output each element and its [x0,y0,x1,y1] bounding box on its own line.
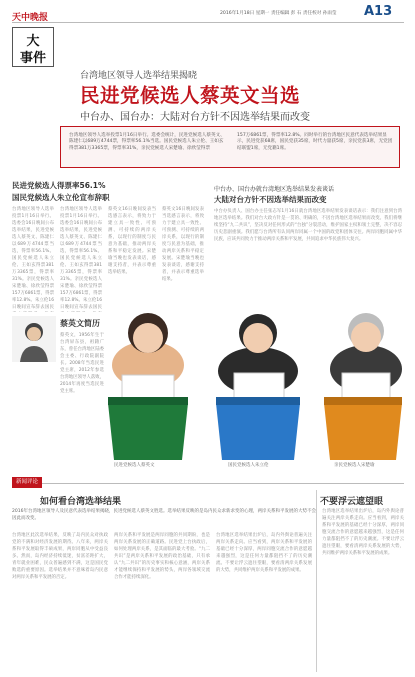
right-body: 中台办负责人、国台办主任张志军1月16日就台湾地区选举结果发表谈话表示：我们注意到台湾地区选举结果。我们对台大政方针是一贯的、明确的，不因台湾地区选举结果而改变。我们将继续坚持“九二共识”，坚决反对任何形式的“台独”分裂活动，维护国家主权和领土完整，决不容忍历史悲剧重演。我们愿与台湾所有认同两岸同属一个中国的政党和团体交往。两岸同胞同属中华民族，应该共同致力于推动两岸关系和平发展，共同追求中华民族伟大复兴。 [214,209,402,242]
bottom-lead: 2016年台湾地区领导人及民意代表选举结果揭晓，民进党候选人蔡英文胜选。选举结果反映的是岛内民众求新求变的心理，两岸关系和平发展的大势不会因此而改变。 [12,509,316,521]
candidate-3-figure [324,313,402,460]
lead-text-left: 台湾地区领导人选举投票1月16日举行。选委会统计，民进党候选人蔡英文、陈建仁以689万4744票，得票率56.1%当选。国民党候选人朱立伦、王如玄得票381万3365票，得票率31%，亲民党候选人宋楚瑜、徐欣莹得票 [69,133,225,151]
candidate-1-figure [108,313,188,460]
left-body-col-c: 蔡英文16日晚间发表当选感言表示，将致力于建立具一致性、可预测、可持续的两岸关系，以现行的制度与民意为基础，推动两岸关系和平稳定发展。宋楚瑜当晚也发表谈话，感谢支持者，并表示尊重选举结果。 [108,207,156,275]
left-body-col-b: 台湾地区领导人选举投票1月16日举行。选委会16日晚间公布选举结果，民进党候选人蔡英文、陈建仁以689万4744票当选，得票率56.1%。国民党候选人朱立伦、王如玄得票381万3365票，得票率31%。亲民党候选人宋楚瑜、徐欣莹得票157万6861票，得票率12.8%。朱立伦16日晚间宣布辞去国民 [60,207,102,310]
right-title-1: 中台办、国台办就台湾地区选举结果发表谈话 [214,186,335,193]
sidebar-body: 蔡英文，1956年生于台湾屏东县，祖籍广东，曾任台湾地区陆委会主委、行政院副院长。2008年当选民进党主席，2012年参选台湾地区领导人落败，2014年再度当选民进党主席。 [60,333,104,394]
lead-text-right: 157万6861票，得票率12.8%。同时举行的台湾地区民意代表选举结果显示，民进党获68席，国民党获35席，时代力量获5席，亲民党获3席，无党团结联盟1席，无党籍1席。 [237,133,393,151]
dateline: 2016年1月18日 星期一 责任编辑 彭 石 责任校对 孙雨莹 [220,11,337,16]
caption-3: 亲民党候选人宋楚瑜 [334,463,375,468]
headline: 民进党候选人蔡英文当选 [80,84,301,107]
kicker: 台湾地区领导人选举结果揭晓 [80,71,198,81]
section-tag: 新闻评论 [12,477,42,488]
caption-2: 国民党候选人朱立伦 [228,463,269,468]
header-rule [12,22,404,23]
page-number: A13 [364,4,393,19]
portrait-label: 蔡英文简历 [60,319,100,328]
right-title-2: 大陆对台方针不因选举结果而改变 [214,195,327,204]
bottom-body-mid: 两岸关系和平发展是两岸同胞的共同期盼，也是两岸关系发展的正确道路。民进党上台执政后，如何处理两岸关系，是其面临的最大考验。“九二共识”是两岸关系和平发展的政治基础，只有承认“九二共识”的历史事实和核心意涵，两岸关系才能继续保持和平发展的势头，两岸各领域交流合作才能持续深化。 [114,533,210,580]
tag-line-2: 事件 [19,51,46,66]
bottom-body-mid-2: 台湾地区选举结果出炉后，岛内外舆论普遍关注两岸关系走向。应当看到，两岸关系和平发展的基础已经十分深厚，两岸同胞交流合作的意愿越来越强烈，这是任何力量都阻挡不了的历史潮流。不要让浮云遮住望眼，要看清两岸关系发展的大势，共同维护两岸关系和平发展的成果。 [216,533,312,573]
bottom-title-right: 不要浮云遮望眼 [320,497,384,507]
left-body-col-d: 蔡英文16日晚间发表当选感言表示，将致力于建立具一致性、可预测、可持续的两岸关系，以现行的制度与民意为基础，推动两岸关系和平稳定发展。宋楚瑜当晚也发表谈话，感谢支持者，并表示尊重选举结果。 [162,207,204,282]
subhead: 中台办、国台办：大陆对台方针不因选举结果而改变 [80,112,310,123]
portrait-photo [12,316,56,362]
left-body-col-a: 台湾地区领导人选举投票1月16日举行。选委会16日晚间公布选举结果，民进党候选人蔡英文、陈建仁以689万4744票当选，得票率56.1%。国民党候选人朱立伦、王如玄得票381万3365票，得票率31%。亲民党候选人宋楚瑜、徐欣莹得票157万6861票，得票率12.8%。朱立伦16日晚间宣布辞去国民 [12,207,54,310]
section-tag-box [12,27,54,67]
section-divider [12,483,404,484]
tag-line-1: 大 [26,34,40,49]
caption-1: 民进党候选人蔡英文 [114,463,155,468]
left-title-1: 民进党候选人得票率56.1% [12,181,106,190]
bottom-body-right: 台湾地区选举结果出炉后，岛内外舆论普遍关注两岸关系走向。应当看到，两岸关系和平发展的基础已经十分深厚，两岸同胞交流合作的意愿越来越强烈，这是任何力量都阻挡不了的历史潮流。不要让浮云遮住望眼，要看清两岸关系发展的大势，共同维护两岸关系和平发展的成果。 [322,509,404,556]
masthead: 天中晚报 [12,13,49,23]
lead-box [60,126,400,168]
bottom-body-left: 台湾地区此次选举结果，反映了岛内民众对执政党的不满和对经济发展的期待。八年来，两岸关系和平发展取得丰硕成果，两岸同胞从中受益良多。然而，岛内经济持续低迷，贫富差距扩大，青年就业困难，民众普遍感到不满，这是国民党败选的重要原因。选举结果并不意味着岛内民意对两岸关系和平发展的否定。 [12,533,108,580]
bottom-vertical-divider [316,490,317,672]
bottom-title-left: 如何看台湾选举结果 [40,497,122,507]
candidate-2-figure [216,314,300,460]
left-title-2: 国民党候选人朱立伦宣布辞职 [12,193,110,202]
candidates-illustration [108,285,402,473]
